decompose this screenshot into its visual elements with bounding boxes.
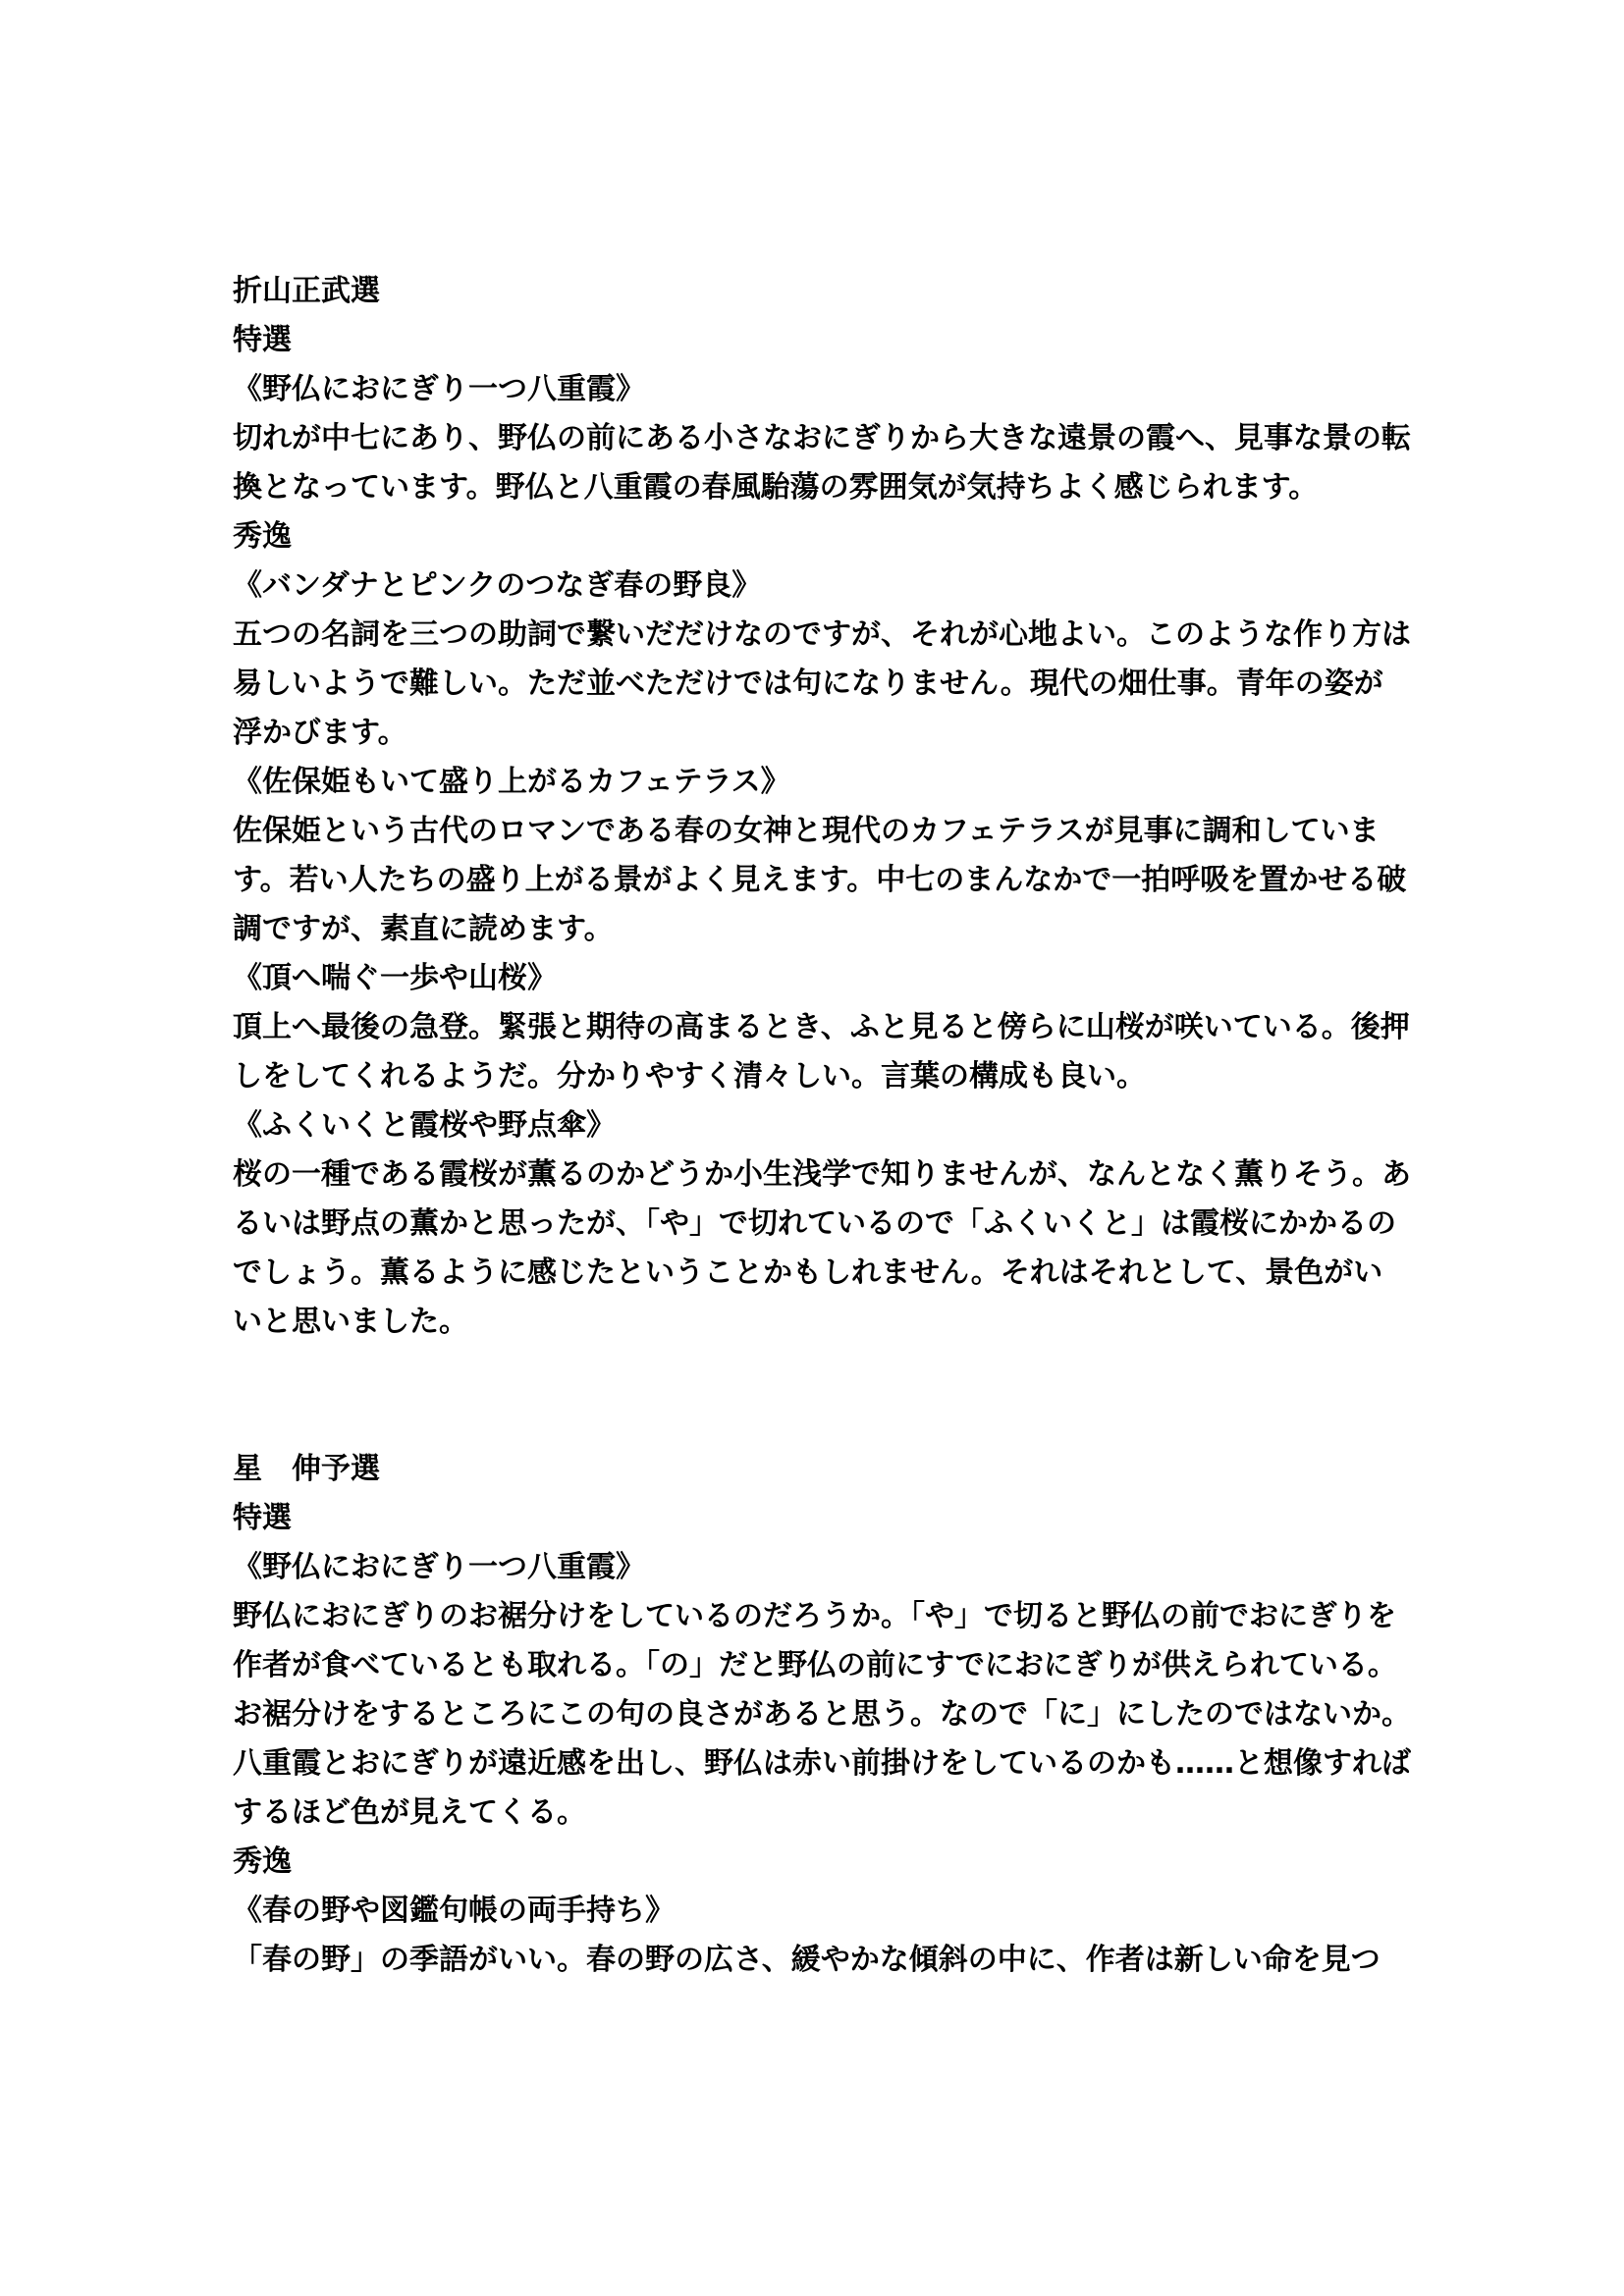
judge-name: 星 伸予選	[233, 1452, 380, 1486]
judge-section-hoshi	[233, 1445, 1411, 1985]
haiku-comment: 佐保姫という古代のロマンである春の女神と現代のカフェテラスが見事に調和しています。若い人たちの盛り上がる景がよく見えます。中七のまんなかで一拍呼吸を置かせる破調ですが、素直に読めます。	[233, 814, 1407, 946]
haiku-comment: 「春の野」の季語がいい。春の野の広さ、緩やかな傾斜の中に、作者は新しい命を見つ	[233, 1943, 1380, 1977]
haiku-title: 《野仏におにぎり一つ八重霞》	[233, 1550, 645, 1584]
award-heading-tokusen: 特選	[233, 323, 292, 357]
haiku-title: 《野仏におにぎり一つ八重霞》	[233, 372, 645, 406]
haiku-comment: 切れが中七にあり、野仏の前にある小さなおにぎりから大きな遠景の霞へ、見事な景の転換となっています。野仏と八重霞の春風駘蕩の雰囲気が気持ちよく感じられます。	[233, 421, 1411, 505]
haiku-title: 《バンダナとピンクのつなぎ春の野良》	[233, 568, 762, 603]
haiku-comment: 野仏におにぎりのお裾分けをしているのだろうか。「や」で切ると野仏の前でおにぎりを作者が食べているとも取れる。「の」だと野仏の前にすでにおにぎりが供えられている。お裾分けをするところにこの句の良さがあると思う。なので「に」にしたのではないか。八重霞とおにぎりが遠近感を出し、野仏は赤い前掛けをしているのかも……と想像すればするほど色が見えてくる。	[233, 1599, 1411, 1830]
haiku-title: 《佐保姫もいて盛り上がるカフェテラス》	[233, 765, 790, 799]
award-heading-shuitsu: 秀逸	[233, 1844, 292, 1879]
haiku-comment: 五つの名詞を三つの助詞で繋いだだけなのですが、それが心地よい。このような作り方は易しいようで難しい。ただ並べただけでは句になりません。現代の畑仕事。青年の姿が浮かびます。	[233, 617, 1411, 750]
award-heading-tokusen: 特選	[233, 1501, 292, 1535]
award-heading-shuitsu: 秀逸	[233, 519, 292, 554]
haiku-title: 《ふくいくと霞桜や野点傘》	[233, 1108, 616, 1143]
judge-name: 折山正武選	[233, 274, 380, 308]
haiku-title: 《頂へ喘ぐ一歩や山桜》	[233, 961, 557, 995]
haiku-comment: 桜の一種である霞桜が薫るのかどうか小生浅学で知りませんが、なんとなく薫りそう。あるいは野点の薫かと思ったが、「や」で切れているので「ふくいくと」は霞桜にかかるのでしょう。薫るように感じたということかもしれません。それはそれとして、景色がいいと思いました。	[233, 1157, 1411, 1339]
haiku-title: 《春の野や図鑑句帳の両手持ち》	[233, 1894, 675, 1928]
haiku-comment: 頂上へ最後の急登。緊張と期待の高まるとき、ふと見ると傍らに山桜が咲いている。後押しをしてくれるようだ。分かりやすく清々しい。言葉の構成も良い。	[233, 1010, 1410, 1094]
document-page	[233, 267, 1411, 1985]
judge-section-orikoyama	[233, 267, 1411, 1347]
